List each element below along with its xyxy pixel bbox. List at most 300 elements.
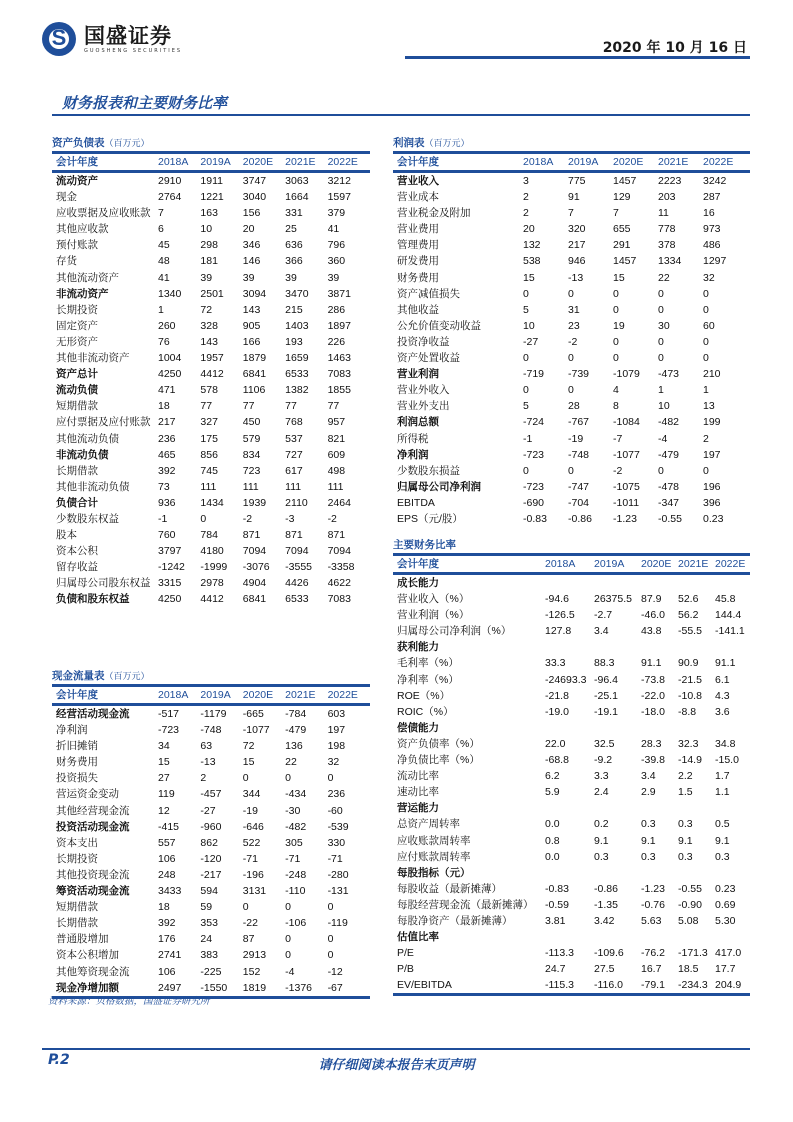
cell-value: -347 bbox=[658, 496, 680, 509]
cell-value: 91.1 bbox=[641, 657, 662, 670]
row-label: 预付账款 bbox=[56, 239, 98, 252]
table-row bbox=[52, 964, 370, 980]
cell-value: 760 bbox=[158, 529, 176, 542]
cell-value: 27 bbox=[158, 772, 170, 785]
table-row bbox=[52, 575, 370, 591]
cell-value: 4.3 bbox=[715, 689, 730, 702]
cell-value: 48 bbox=[158, 255, 170, 268]
cell-value: 0 bbox=[285, 933, 292, 946]
cell-value: 2.4 bbox=[594, 786, 609, 799]
cell-value: 0 bbox=[285, 901, 292, 914]
cell-value: 0.5 bbox=[715, 818, 730, 831]
row-label: EBITDA bbox=[397, 496, 435, 509]
cell-value: -19.0 bbox=[545, 705, 569, 718]
cell-value: 1855 bbox=[327, 384, 351, 397]
table-title bbox=[52, 668, 370, 684]
cell-value: 143 bbox=[242, 303, 261, 316]
cell-value: 784 bbox=[200, 529, 218, 542]
cell-value: 0 bbox=[658, 352, 664, 365]
cell-value: 392 bbox=[158, 917, 176, 930]
cell-value: 10 bbox=[523, 319, 535, 332]
year-header: 2021E bbox=[658, 156, 689, 168]
cell-value: -3555 bbox=[285, 561, 313, 574]
cell-value: 3797 bbox=[158, 545, 182, 558]
table-row bbox=[52, 221, 370, 237]
cell-value: 12 bbox=[158, 804, 170, 817]
cell-value: 217 bbox=[158, 416, 176, 429]
cell-value: -539 bbox=[327, 820, 349, 833]
table-row bbox=[52, 591, 370, 607]
row-label: 流动比率 bbox=[397, 770, 439, 783]
cell-value: 15 bbox=[613, 271, 625, 284]
cell-value: -13 bbox=[200, 756, 216, 769]
row-label: 流动资产 bbox=[56, 175, 98, 187]
year-header: 2019A bbox=[568, 156, 599, 168]
row-label: 归属母公司净利润 bbox=[397, 480, 481, 493]
cell-value: 15 bbox=[523, 271, 535, 284]
row-label: 应付票据及应付账款 bbox=[56, 416, 151, 429]
cell-value: 28.3 bbox=[641, 737, 662, 750]
cell-value: -724 bbox=[523, 416, 545, 429]
cell-value: 286 bbox=[327, 303, 346, 316]
table-row bbox=[393, 720, 750, 736]
cell-value: 25 bbox=[285, 223, 297, 236]
row-label: 其他流动资产 bbox=[56, 271, 119, 284]
cell-value: -39.8 bbox=[641, 754, 665, 767]
cell-value: -115.3 bbox=[545, 979, 574, 992]
cell-value: 24 bbox=[200, 933, 213, 946]
table-row bbox=[393, 382, 750, 398]
table-row bbox=[52, 173, 370, 189]
table-row bbox=[52, 302, 370, 318]
row-label: 其他收益 bbox=[397, 303, 439, 316]
cell-value: -14.9 bbox=[678, 754, 702, 767]
row-label: P/B bbox=[397, 963, 414, 976]
year-header: 2022E bbox=[327, 156, 358, 168]
cell-value: 856 bbox=[200, 448, 218, 461]
cell-value: 106 bbox=[158, 852, 176, 865]
cell-value: -665 bbox=[242, 708, 264, 720]
cell-value: -9.2 bbox=[594, 754, 613, 767]
cell-value: 834 bbox=[242, 448, 261, 461]
table-row bbox=[52, 786, 370, 802]
cell-value: 353 bbox=[200, 917, 218, 930]
cell-value: 73 bbox=[158, 480, 170, 493]
cell-value: -747 bbox=[568, 480, 590, 493]
table-row bbox=[393, 366, 750, 382]
cell-value: 0.3 bbox=[678, 850, 693, 863]
cell-value: 6841 bbox=[242, 368, 267, 381]
cell-value: 4904 bbox=[242, 577, 267, 590]
cell-value: 287 bbox=[703, 191, 721, 204]
cell-value: 9.1 bbox=[641, 834, 656, 847]
cell-value: 4412 bbox=[200, 593, 224, 606]
table-row bbox=[393, 704, 750, 720]
balance-sheet-table bbox=[52, 135, 370, 608]
table-row bbox=[52, 189, 370, 205]
row-label: 营业利润 bbox=[397, 368, 439, 381]
cell-value: -116.0 bbox=[594, 979, 623, 992]
table-row bbox=[393, 398, 750, 414]
header-divider bbox=[405, 56, 750, 59]
cell-value: 106 bbox=[158, 965, 176, 978]
cell-value: 0 bbox=[200, 512, 207, 525]
cell-value: 31 bbox=[568, 303, 580, 316]
table-row bbox=[393, 672, 750, 688]
row-label: 资产负债率（%） bbox=[397, 737, 480, 750]
cell-value: 1939 bbox=[242, 496, 267, 509]
cell-value: 871 bbox=[327, 529, 346, 542]
cell-value: 0.23 bbox=[703, 512, 724, 525]
cell-value: -12 bbox=[327, 965, 343, 978]
cell-value: 91.1 bbox=[715, 657, 736, 670]
cell-value: 6841 bbox=[242, 593, 267, 606]
year-header: 2020E bbox=[613, 156, 644, 168]
cell-value: 2913 bbox=[242, 949, 267, 962]
cell-value: 34.8 bbox=[715, 737, 736, 750]
cell-value: -21.5 bbox=[678, 673, 702, 686]
cell-value: 260 bbox=[158, 319, 176, 332]
cell-value: -22.0 bbox=[641, 689, 665, 702]
row-label: P/E bbox=[397, 947, 414, 960]
cell-value: 18.5 bbox=[678, 963, 699, 976]
table-row bbox=[393, 302, 750, 318]
cell-value: -0.76 bbox=[641, 898, 665, 911]
cell-value: 0 bbox=[523, 352, 529, 365]
table-row bbox=[393, 639, 750, 655]
cell-value: 0 bbox=[327, 933, 334, 946]
cell-value: -2 bbox=[242, 512, 253, 525]
cell-value: 320 bbox=[568, 223, 586, 236]
cell-value: 1957 bbox=[200, 352, 224, 365]
cell-value: 3040 bbox=[242, 191, 267, 204]
row-label: 长期借款 bbox=[56, 917, 98, 930]
cell-value: -8.8 bbox=[678, 705, 697, 718]
cell-value: -1376 bbox=[285, 981, 313, 994]
cell-value: 3871 bbox=[327, 287, 351, 300]
table-row bbox=[393, 205, 750, 221]
cell-value: 4250 bbox=[158, 368, 182, 381]
year-header: 2022E bbox=[327, 689, 358, 701]
cell-value: -479 bbox=[285, 724, 307, 737]
cell-value: 0 bbox=[242, 772, 249, 785]
cell-value: -457 bbox=[200, 788, 222, 801]
cell-value: 291 bbox=[613, 239, 631, 252]
cell-value: 3212 bbox=[327, 175, 351, 187]
cell-value: -3358 bbox=[327, 561, 355, 574]
cell-value: 0 bbox=[703, 335, 709, 348]
cell-value: -723 bbox=[523, 480, 545, 493]
row-label: 资本公积增加 bbox=[56, 949, 119, 962]
cell-value: 344 bbox=[242, 788, 261, 801]
cell-value: 127.8 bbox=[545, 625, 572, 638]
row-label: 净负债比率（%） bbox=[397, 754, 480, 767]
cell-value: 2497 bbox=[158, 981, 182, 994]
table-row bbox=[393, 929, 750, 945]
cell-value: 0.2 bbox=[594, 818, 609, 831]
cell-value: 6.1 bbox=[715, 673, 730, 686]
row-label: 每股指标（元） bbox=[397, 866, 471, 879]
cell-value: -19 bbox=[568, 432, 584, 445]
table-row bbox=[52, 947, 370, 963]
cell-value: 936 bbox=[158, 496, 176, 509]
cell-value: 77 bbox=[242, 400, 255, 413]
cell-value: 197 bbox=[327, 724, 346, 737]
cell-value: 16 bbox=[703, 207, 715, 220]
cell-value: 0.23 bbox=[715, 882, 736, 895]
cell-value: 0 bbox=[658, 303, 664, 316]
cell-value: 905 bbox=[242, 319, 261, 332]
cell-value: 152 bbox=[242, 965, 261, 978]
year-header: 2021E bbox=[285, 156, 316, 168]
cell-value: 3242 bbox=[703, 175, 727, 187]
table-unit: （百万元） bbox=[104, 671, 150, 681]
cell-value: 0 bbox=[613, 303, 619, 316]
cell-value: 248 bbox=[158, 868, 176, 881]
year-header: 2019A bbox=[200, 156, 231, 168]
cell-value: 1106 bbox=[242, 384, 266, 397]
cell-value: 594 bbox=[200, 885, 218, 898]
cell-value: 0 bbox=[242, 901, 249, 914]
cell-value: 59 bbox=[200, 901, 213, 914]
cell-value: 6 bbox=[158, 223, 164, 236]
table-row bbox=[393, 431, 750, 447]
cell-value: -1242 bbox=[158, 561, 185, 574]
cell-value: -517 bbox=[158, 708, 180, 720]
cell-value: 727 bbox=[285, 448, 303, 461]
cell-value: 1659 bbox=[285, 352, 309, 365]
cell-value: 18 bbox=[158, 400, 170, 413]
row-label: 资本支出 bbox=[56, 836, 98, 849]
cell-value: 45.8 bbox=[715, 593, 736, 606]
row-label: 归属母公司股东权益 bbox=[56, 577, 151, 590]
data-source-note: 资料来源：贝格数据，国盛证券研究所 bbox=[48, 996, 210, 1007]
cell-value: 3470 bbox=[285, 287, 309, 300]
cell-value: 2.9 bbox=[641, 786, 656, 799]
table-row bbox=[393, 479, 750, 495]
cell-value: 778 bbox=[658, 223, 676, 236]
table-row bbox=[393, 688, 750, 704]
year-header: 2022E bbox=[703, 156, 734, 168]
cell-value: 396 bbox=[703, 496, 721, 509]
table-row bbox=[393, 447, 750, 463]
cell-value: 26375.5 bbox=[594, 593, 632, 606]
table-row bbox=[393, 913, 750, 929]
cell-value: 1.5 bbox=[678, 786, 693, 799]
table-row bbox=[52, 722, 370, 738]
table-row bbox=[52, 883, 370, 899]
cell-value: 217 bbox=[568, 239, 586, 252]
table-row bbox=[52, 527, 370, 543]
year-header: 2020E bbox=[242, 156, 274, 168]
cell-value: 498 bbox=[327, 464, 346, 477]
cell-value: 15 bbox=[158, 756, 170, 769]
table-header bbox=[52, 684, 370, 706]
row-label: 其他应收款 bbox=[56, 223, 109, 236]
cell-value: 796 bbox=[327, 239, 346, 252]
row-label: 营业成本 bbox=[397, 191, 439, 204]
cell-value: 203 bbox=[658, 191, 676, 204]
cell-value: 23 bbox=[568, 319, 580, 332]
table-row bbox=[52, 334, 370, 350]
row-label: 营业利润（%） bbox=[397, 609, 470, 622]
cell-value: 1340 bbox=[158, 287, 182, 300]
header-label: 会计年度 bbox=[56, 689, 98, 701]
cell-value: -646 bbox=[242, 820, 264, 833]
cell-value: 609 bbox=[327, 448, 346, 461]
cell-value: 821 bbox=[327, 432, 346, 445]
cell-value: 0 bbox=[568, 352, 574, 365]
cell-value: 7094 bbox=[327, 545, 351, 558]
table-row bbox=[52, 366, 370, 382]
cell-value: 330 bbox=[327, 836, 346, 849]
cell-value: 0 bbox=[285, 772, 292, 785]
year-header: 2020E bbox=[641, 558, 672, 570]
cell-value: 0 bbox=[568, 464, 574, 477]
table-row bbox=[393, 575, 750, 591]
table-header bbox=[52, 151, 370, 173]
cell-value: 2764 bbox=[158, 191, 182, 204]
cell-value: -482 bbox=[658, 416, 680, 429]
cell-value: -27 bbox=[523, 335, 539, 348]
cell-value: 0 bbox=[327, 901, 334, 914]
cell-value: -60 bbox=[327, 804, 343, 817]
row-label: 利润总额 bbox=[397, 416, 439, 429]
cell-value: 3063 bbox=[285, 175, 309, 187]
row-label: 财务费用 bbox=[56, 756, 98, 769]
cell-value: 7 bbox=[158, 207, 164, 220]
table-row bbox=[393, 623, 750, 639]
cell-value: -24693.3 bbox=[545, 673, 587, 686]
row-label: 每股收益（最新摊薄） bbox=[397, 882, 502, 895]
cell-value: 176 bbox=[158, 933, 176, 946]
row-label: 资产处置收益 bbox=[397, 352, 460, 365]
disclaimer: 请仔细阅读本报告末页声明 bbox=[318, 1058, 475, 1073]
cell-value: 3.81 bbox=[545, 914, 566, 927]
table-row bbox=[393, 736, 750, 752]
cell-value: -2 bbox=[568, 335, 578, 348]
table-row bbox=[52, 511, 370, 527]
table-row bbox=[52, 899, 370, 915]
cell-value: -46.0 bbox=[641, 609, 665, 622]
table-row bbox=[393, 961, 750, 977]
row-label: 现金净增加额 bbox=[56, 981, 119, 994]
cell-value: 129 bbox=[613, 191, 631, 204]
cell-value: 1004 bbox=[158, 352, 182, 365]
cell-value: 655 bbox=[613, 223, 631, 236]
cell-value: 1 bbox=[158, 303, 164, 316]
table-row bbox=[52, 205, 370, 221]
table-row bbox=[393, 221, 750, 237]
cell-value: -96.4 bbox=[594, 673, 618, 686]
row-label: 投资损失 bbox=[56, 772, 98, 785]
cell-value: 236 bbox=[327, 788, 346, 801]
row-label: 长期投资 bbox=[56, 852, 98, 865]
cell-value: 39 bbox=[285, 271, 297, 284]
cell-value: 7 bbox=[613, 207, 619, 220]
cell-value: 871 bbox=[242, 529, 261, 542]
footer-divider bbox=[42, 1048, 750, 1050]
row-label: 管理费用 bbox=[397, 239, 439, 252]
cell-value: 56.2 bbox=[678, 609, 699, 622]
cell-value: -30 bbox=[285, 804, 301, 817]
cell-value: 3.3 bbox=[594, 770, 609, 783]
cell-value: -723 bbox=[523, 448, 545, 461]
cell-value: 0.3 bbox=[641, 818, 656, 831]
cell-value: 87.9 bbox=[641, 593, 662, 606]
cell-value: 7094 bbox=[285, 545, 309, 558]
row-label: 经营活动现金流 bbox=[56, 708, 130, 720]
table-row bbox=[393, 350, 750, 366]
table-row bbox=[393, 495, 750, 511]
cell-value: 1897 bbox=[327, 319, 351, 332]
cell-value: 32 bbox=[703, 271, 715, 284]
cell-value: 77 bbox=[327, 400, 340, 413]
cell-value: 13 bbox=[703, 400, 715, 413]
row-label: 留存收益 bbox=[56, 561, 98, 574]
cell-value: 4180 bbox=[200, 545, 224, 558]
cell-value: 973 bbox=[703, 223, 721, 236]
table-row bbox=[393, 318, 750, 334]
table-title bbox=[52, 135, 370, 151]
cell-value: 18 bbox=[158, 901, 170, 914]
row-label: 筹资活动现金流 bbox=[56, 885, 130, 898]
cell-value: 226 bbox=[327, 335, 346, 348]
cell-value: 0 bbox=[613, 352, 619, 365]
cell-value: 603 bbox=[327, 708, 346, 720]
table-row bbox=[393, 800, 750, 816]
cell-value: 538 bbox=[523, 255, 541, 268]
cell-value: 76 bbox=[158, 335, 170, 348]
cell-value: 0 bbox=[568, 287, 574, 300]
table-row bbox=[52, 803, 370, 819]
cell-value: 193 bbox=[285, 335, 303, 348]
row-label: 负债和股东权益 bbox=[56, 593, 130, 606]
cell-value: 88.3 bbox=[594, 657, 615, 670]
cell-value: -719 bbox=[523, 368, 545, 381]
table-unit: （百万元） bbox=[424, 138, 470, 148]
cell-value: 2.2 bbox=[678, 770, 693, 783]
cell-value: 132 bbox=[523, 239, 541, 252]
row-label: 获利能力 bbox=[397, 641, 439, 654]
cell-value: -22 bbox=[242, 917, 258, 930]
row-label: 普通股增加 bbox=[56, 933, 109, 946]
cell-value: 0 bbox=[613, 287, 619, 300]
table-row bbox=[52, 270, 370, 286]
table-row bbox=[52, 851, 370, 867]
row-label: 短期借款 bbox=[56, 901, 98, 914]
row-label: 归属母公司净利润（%） bbox=[397, 625, 512, 638]
cell-value: -18.0 bbox=[641, 705, 665, 718]
cell-value: -690 bbox=[523, 496, 545, 509]
cell-value: 32.5 bbox=[594, 737, 615, 750]
cell-value: 1.7 bbox=[715, 770, 730, 783]
cell-value: 10 bbox=[658, 400, 670, 413]
cell-value: -21.8 bbox=[545, 689, 569, 702]
cell-value: 4426 bbox=[285, 577, 309, 590]
table-row bbox=[393, 334, 750, 350]
cell-value: 236 bbox=[158, 432, 176, 445]
row-label: 偿债能力 bbox=[397, 721, 439, 734]
row-label: 折旧摊销 bbox=[56, 740, 98, 753]
table-row bbox=[393, 286, 750, 302]
cell-value: 378 bbox=[658, 239, 676, 252]
cell-value: 72 bbox=[200, 303, 213, 316]
cell-value: -1 bbox=[523, 432, 533, 445]
row-label: ROIC（%） bbox=[397, 705, 454, 718]
cell-value: 0 bbox=[658, 464, 664, 477]
cell-value: -1550 bbox=[200, 981, 228, 994]
